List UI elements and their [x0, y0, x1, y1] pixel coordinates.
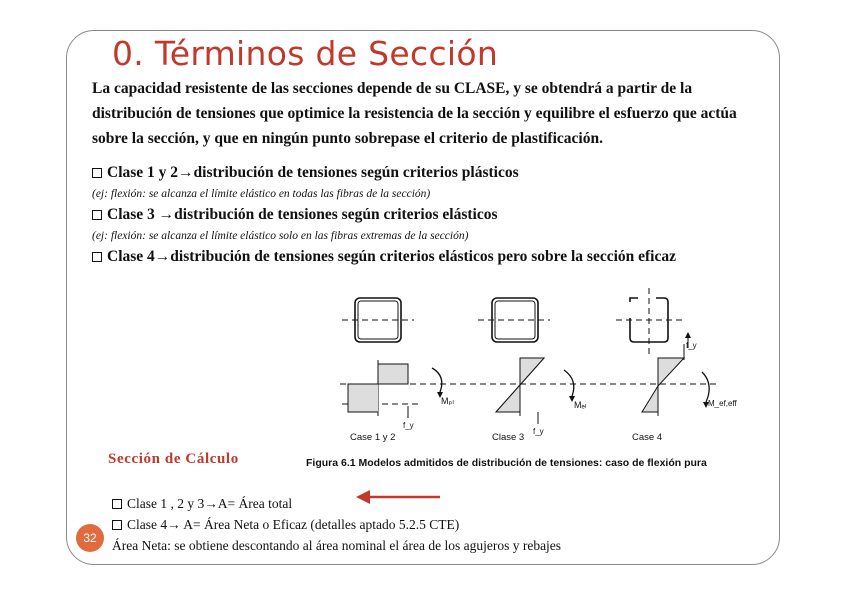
checkbox-icon: [92, 210, 102, 220]
intro-highlight: CLASE: [453, 80, 506, 97]
bullet-note: (ej: flexión: se alcanza el límite elástico solo en las fibras extremas de la sección): [92, 230, 469, 242]
checkbox-icon: [112, 499, 122, 509]
bullet-note: (ej: flexión: se alcanza el límite elástico en todas las fibras de la sección): [92, 188, 431, 200]
area-definitions: [112, 493, 561, 556]
plastic-block-top: [378, 364, 408, 384]
bullet-text: Clase 1 y 2→distribución de tensiones según criterios plásticos: [107, 164, 519, 181]
bullet-class-3: [92, 204, 772, 226]
label-fy-1: f_y: [403, 421, 414, 430]
intro-part2: , y se obtendrá a partir de la distribución de tensiones que optimice la resistencia de la sección y equilibre el esfuerzo que actúa sobre la sección, y que en ningún punto sobrepase el criterio de plastificación.: [92, 80, 737, 147]
seccion-calculo-heading: Sección de Cálculo: [108, 451, 239, 467]
intro-part1: La capacidad resistente de las secciones depende de su: [92, 80, 454, 97]
slide-title: 0. Términos de Sección: [112, 34, 499, 73]
label-case-3: Clase 3: [492, 432, 525, 443]
figure-caption: Figura 6.1 Modelos admitidos de distribución de tensiones: caso de flexión pura: [306, 457, 707, 469]
label-fy-4: f_y: [686, 341, 697, 350]
bullet-class-4: [92, 246, 772, 268]
stress-distribution-figure: [300, 288, 770, 476]
label-mpl: Mₚₗ: [441, 396, 454, 406]
bullet-class-1-2: [92, 162, 772, 184]
page-number-badge: 32: [76, 524, 104, 552]
bullet-text: Clase 4→distribución de tensiones según criterios elásticos pero sobre la sección eficaz: [107, 248, 676, 265]
area-row-class-4: [112, 514, 561, 535]
checkbox-icon: [112, 520, 122, 530]
checkbox-icon: [92, 252, 102, 262]
label-case-4: Case 4: [632, 432, 663, 443]
intro-paragraph: [92, 76, 752, 151]
area-row-text: Clase 4→ A= Área Neta o Eficaz (detalles aptado 5.2.5 CTE): [127, 517, 460, 532]
area-row-class-1-3: [112, 493, 561, 514]
label-fy-3: f_y: [533, 427, 544, 436]
label-mel: Mₑₗ: [574, 400, 587, 410]
label-meff: M_ef,eff: [708, 399, 737, 408]
class-bullet-list: [92, 162, 772, 268]
area-row-text: Clase 1 , 2 y 3→A= Área total: [127, 496, 293, 511]
area-neta-note: Área Neta: se obtiene descontando al área nominal el área de los agujeros y rebajes: [112, 538, 562, 553]
bullet-text: Clase 3 →distribución de tensiones según criterios elásticos: [107, 206, 498, 223]
label-case-1-2: Case 1 y 2: [350, 432, 396, 443]
checkbox-icon: [92, 168, 102, 178]
left-arrow-icon: [356, 489, 442, 505]
